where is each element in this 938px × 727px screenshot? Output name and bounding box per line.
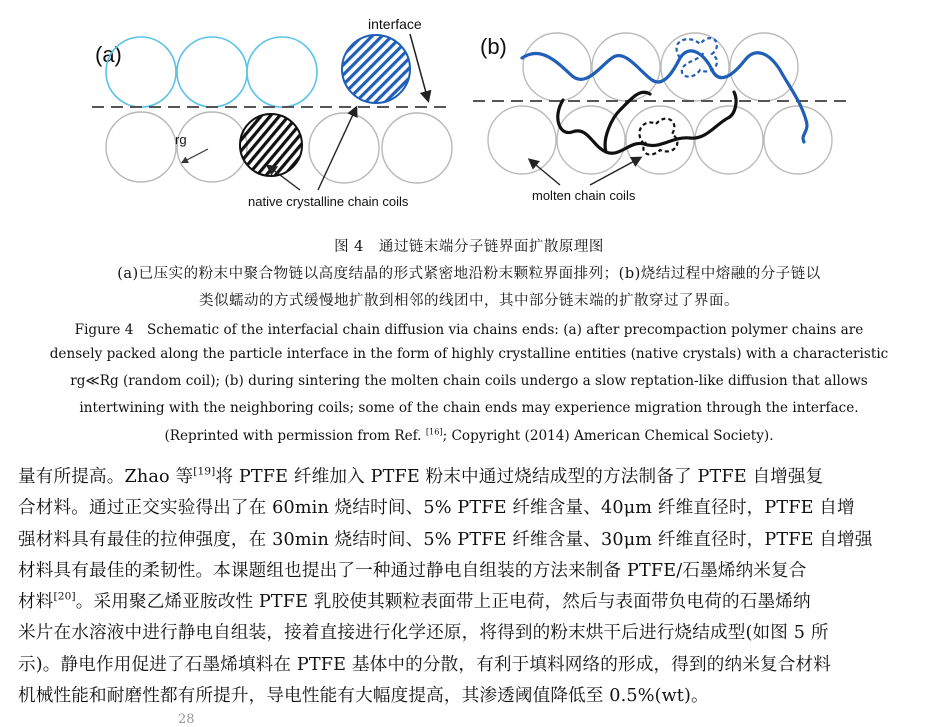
body-text: 材料 [18, 592, 54, 613]
reprint-text-start: (Reprinted with permission from Ref. [164, 428, 426, 444]
top-particle-row [106, 37, 317, 107]
molten-arrow-left [530, 160, 560, 185]
body-text: 量有所提高。Zhao 等 [18, 467, 194, 487]
body-paragraph [18, 462, 928, 712]
panel-a-label: (a) [95, 42, 122, 67]
caption-en-line-3: rg≪Rg (random coil); (b) during sintering the molten chain coils undergo a slow reptation-like diffusion that allows [70, 373, 868, 389]
blue-chain-dashed [677, 38, 717, 77]
body-line-2: 合材料。通过正交实验得出了在 60min 烧结时间、5% PTFE 纤维含量、40μm 纤维直径时，PTFE 自增 [18, 498, 855, 519]
reprint-text-end: ; Copyright (2014) American Chemical Society). [442, 428, 774, 444]
rg-arrow [183, 149, 208, 162]
body-line-8: 机械性能和耐磨性都有所提升，导电性能有大幅度提高，其渗透阈值降低至 0.5%(wt)。 [18, 686, 709, 707]
native-crystal-top [342, 35, 410, 103]
caption-zh-line-1: (a)已压实的粉末中聚合物链以高度结晶的形式紧密地沿粉末颗粒界面排列；(b)烧结过程中熔融的分子链以 [117, 266, 821, 282]
panel-b [473, 33, 850, 203]
body-line-6: 米片在水溶液中进行静电自组装，接着直接进行化学还原，将得到的粉末烘干后进行烧结成型(如图 5 所 [18, 623, 829, 644]
body-line-1 [18, 462, 928, 493]
caption-reprint [0, 428, 938, 444]
page-fragment: 28 [178, 712, 195, 727]
reprint-ref: [16] [425, 426, 443, 437]
caption-en-line-4: intertwining with the neighboring coils; some of the chain ends may experience migration through the interface. [79, 400, 859, 416]
bottom-coil-row [488, 106, 832, 174]
molten-label: molten chain coils [532, 188, 636, 203]
body-text: 将 PTFE 纤维加入 PTFE 粉末中通过烧结成型的方法制备了 PTFE 自增强复 [215, 467, 824, 487]
interface-arrow [410, 34, 428, 100]
citation-20: [20] [53, 590, 76, 603]
caption-en-line-1: Figure 4 Schematic of the interfacial chain diffusion via chains ends: (a) after precompaction polymer chains are [74, 322, 864, 338]
caption-zh-line-2: 类似蠕动的方式缓慢地扩散到相邻的线团中，其中部分链末端的扩散穿过了界面。 [199, 293, 739, 309]
interface-label: interface [368, 16, 422, 32]
rg-label: rg [175, 132, 187, 147]
native-label: native crystalline chain coils [248, 194, 409, 209]
body-text: 。采用聚乙烯亚胺改性 PTFE 乳胶使其颗粒表面带上正电荷，然后与表面带负电荷的石墨烯纳 [75, 592, 811, 613]
body-line-5 [18, 587, 928, 618]
body-line-3: 强材料具有最佳的拉伸强度，在 30min 烧结时间、5% PTFE 纤维含量、30μm 纤维直径时，PTFE 自增强 [18, 529, 873, 550]
panel-b-label: (b) [480, 34, 507, 59]
black-chain-dashed [639, 119, 677, 155]
native-crystal-bottom [240, 114, 302, 176]
molten-arrow-right [590, 158, 640, 185]
figure-4-schematic [0, 0, 938, 230]
body-line-4: 材料具有最佳的柔韧性。本课题组也提出了一种通过静电自组装的方法来制备 PTFE/石墨烯纳米复合 [18, 560, 807, 581]
caption-en-line-2: densely packed along the particle interface in the form of highly crystalline entities (native crystals) with a characteristic [49, 346, 889, 362]
panel-a [92, 16, 452, 209]
body-line-7: 示)。静电作用促进了石墨烯填料在 PTFE 基体中的分散，有利于填料网络的形成，得到的纳米复合材料 [18, 654, 831, 675]
citation-19: [19] [193, 465, 216, 478]
caption-zh-title: 图 4 通过链末端分子链界面扩散原理图 [334, 239, 604, 255]
blue-chain [522, 51, 807, 142]
